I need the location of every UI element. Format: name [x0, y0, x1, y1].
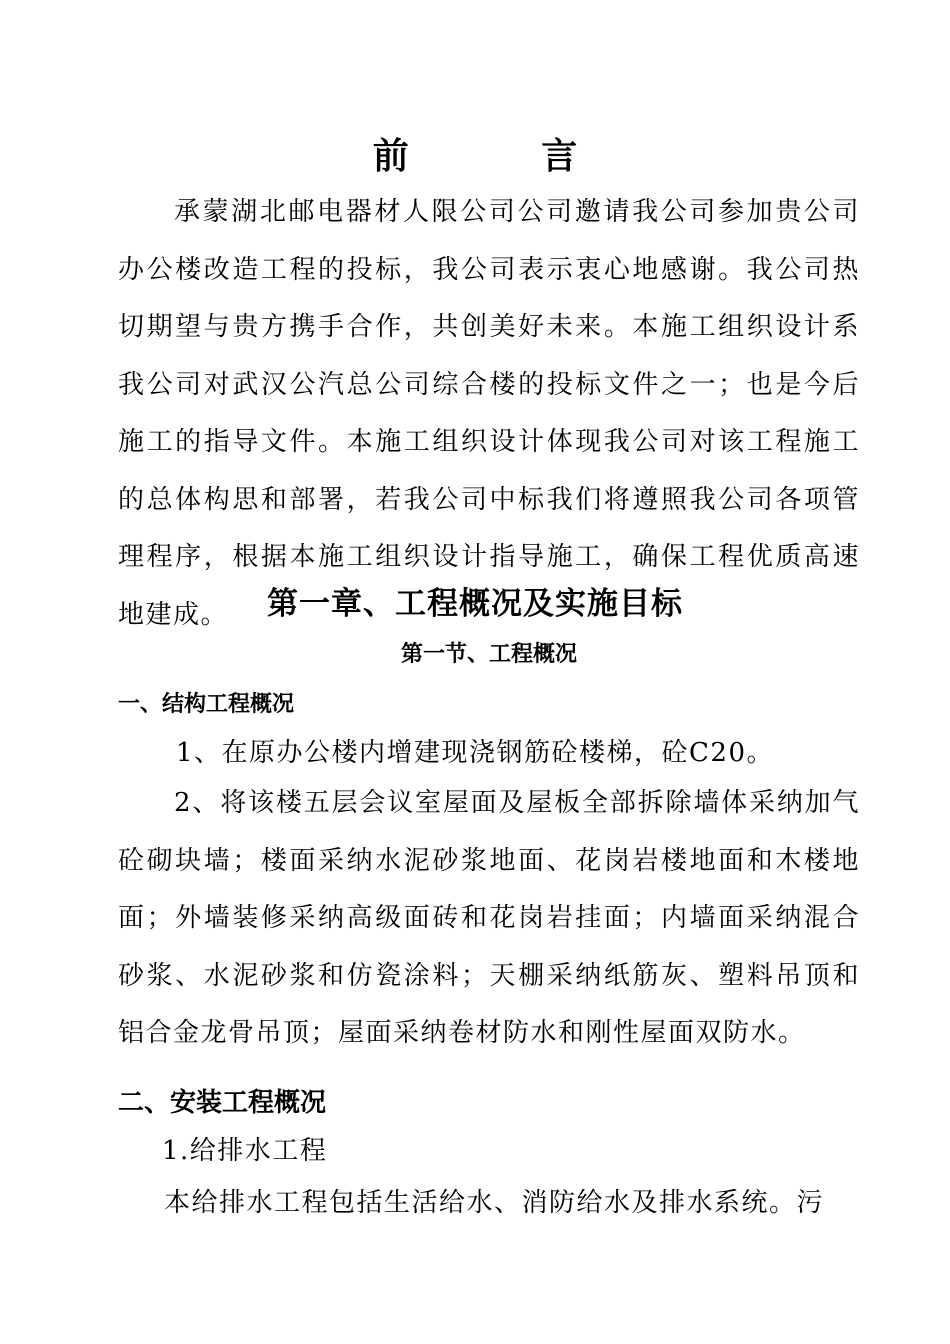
preface-paragraph: 承蒙湖北邮电器材人限公司公司邀请我公司参加贵公司办公楼改造工程的投标，我公司表示衷心地感谢。我公司热切期望与贵方携手合作，共创美好未来。本施工组织设计系我公司对武汉公汽总公司综合楼的投标文件之一；也是今后施工的指导文件。本施工组织设计体现我公司对该工程施工的总体构思和部署，若我公司中标我们将遵照我公司各项管理程序，根据本施工组织设计指导施工，确保工程优质高速地建成。 [118, 197, 860, 630]
preface-title: 前 言 [372, 135, 638, 177]
structure-heading: 一、结构工程概况 [118, 691, 295, 717]
installation-sub-heading: 1.给排水工程 [162, 1136, 328, 1166]
section-title: 第一节、工程概况 [400, 641, 577, 667]
chapter-title: 第一章、工程概况及实施目标 [267, 586, 683, 622]
installation-sub-text: 本给排水工程包括生活给水、消防给水及排水系统。污 [164, 1188, 825, 1218]
installation-heading: 二、安装工程概况 [118, 1088, 327, 1118]
structure-item-2: 2、将该楼五层会议室屋面及屋板全部拆除墙体采纳加气砼砌块墙；楼面采纳水泥砂浆地面、花岗岩楼地面和木楼地面；外墙装修采纳高级面砖和花岗岩挂面；内墙面采纳混合砂浆、水泥砂浆和仿瓷涂料；天棚采纳纸筋灰、塑料吊顶和铝合金龙骨吊顶；屋面采纳卷材防水和刚性屋面双防水。 [118, 788, 860, 1048]
structure-item-1: 1、在原办公楼内增建现浇钢筋砼楼梯，砼C20。 [176, 738, 775, 768]
